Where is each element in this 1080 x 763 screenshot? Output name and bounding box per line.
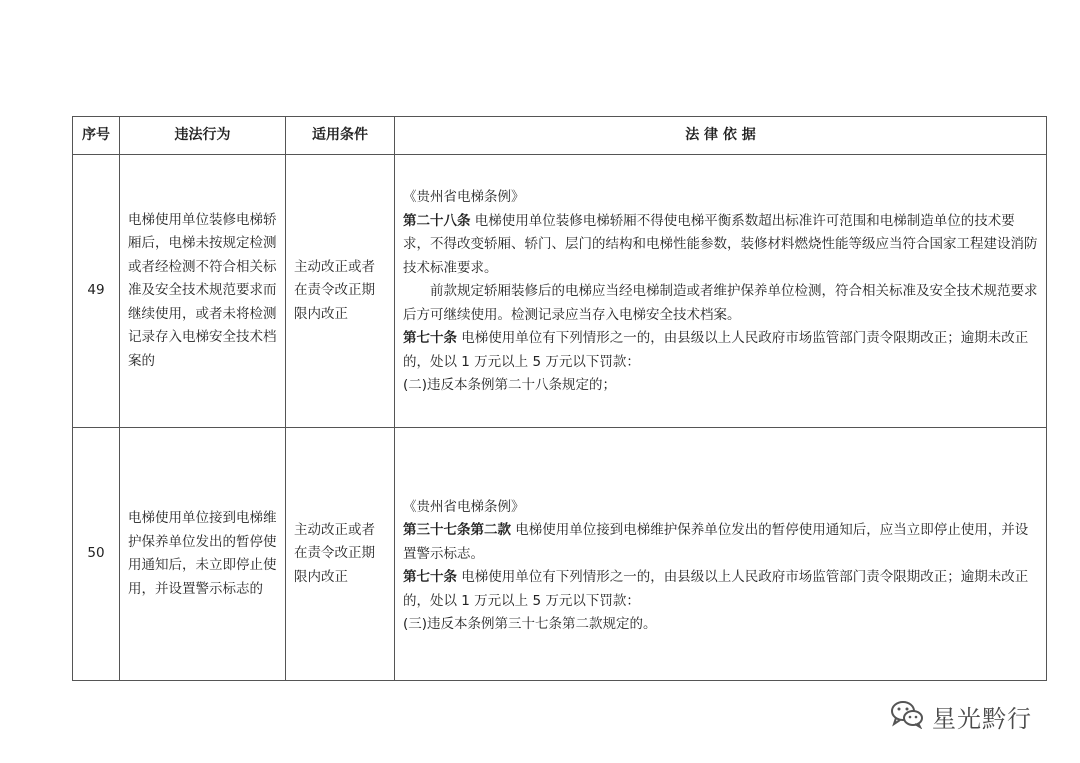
article-title: 第三十七条第二款 <box>403 522 511 538</box>
article-text: 电梯使用单位装修电梯轿厢不得使电梯平衡系数超出标准许可范围和电梯制造单位的技术要求，不得改变轿厢、轿门、层门的结构和电梯性能参数，装修材料燃烧性能等级应当符合国家工程建设消防技术标准要求。 <box>403 212 1038 276</box>
legal-basis-cell <box>395 428 1047 681</box>
article-paragraph-2: 前款规定轿厢装修后的电梯应当经电梯制造或者维护保养单位检测，符合相关标准及安全技术规范要求后方可继续使用。检测记录应当存入电梯安全技术档案。 <box>403 283 1038 323</box>
article-paragraph <box>403 519 1038 566</box>
article-text: 电梯使用单位有下列情形之一的，由县级以上人民政府市场监管部门责令限期改正；逾期未改正的，处以 1 万元以上 5 万元以下罚款： <box>403 569 1029 609</box>
header-no: 序号 <box>73 117 120 155</box>
article-title: 第七十条 <box>403 330 457 347</box>
article-title: 第二十八条 <box>403 212 471 229</box>
article-item: (二)违反本条例第二十八条规定的； <box>403 377 617 394</box>
wechat-icon <box>890 699 924 733</box>
table-row <box>73 428 1047 681</box>
row-number: 49 <box>73 155 120 428</box>
condition-cell: 主动改正或者在责令改正期限内改正 <box>286 428 395 681</box>
watermark <box>890 700 1032 732</box>
row-number: 50 <box>73 428 120 681</box>
header-violation: 违法行为 <box>120 117 286 155</box>
violation-cell: 电梯使用单位装修电梯轿厢后，电梯未按规定检测或者经检测不符合相关标准及安全技术规范要求而继续使用，或者未将检测记录存入电梯安全技术档案的 <box>120 155 286 428</box>
condition-cell: 主动改正或者在责令改正期限内改正 <box>286 155 395 428</box>
regulation-source: 《贵州省电梯条例》 <box>403 498 525 515</box>
article-paragraph <box>403 210 1038 281</box>
table-header-row <box>73 117 1047 155</box>
law-table <box>72 116 1047 681</box>
violation-cell: 电梯使用单位接到电梯维护保养单位发出的暂停使用通知后，未立即停止使用，并设置警示标志的 <box>120 428 286 681</box>
article-paragraph <box>403 566 1038 613</box>
article-item: (三)违反本条例第三十七条第二款规定的。 <box>403 616 657 632</box>
table-row <box>73 155 1047 428</box>
article-text: 电梯使用单位接到电梯维护保养单位发出的暂停使用通知后，应当立即停止使用，并设置警示标志。 <box>403 522 1029 562</box>
article-paragraph <box>403 327 1038 374</box>
watermark-text: 星光黔行 <box>932 704 1032 733</box>
legal-basis-cell <box>395 155 1047 428</box>
header-legal-basis: 法 律 依 据 <box>395 117 1047 155</box>
article-text: 电梯使用单位有下列情形之一的，由县级以上人民政府市场监管部门责令限期改正；逾期未改正的，处以 1 万元以上 5 万元以下罚款： <box>403 330 1029 370</box>
header-condition: 适用条件 <box>286 117 395 155</box>
article-title: 第七十条 <box>403 569 457 585</box>
regulation-source: 《贵州省电梯条例》 <box>403 189 525 206</box>
